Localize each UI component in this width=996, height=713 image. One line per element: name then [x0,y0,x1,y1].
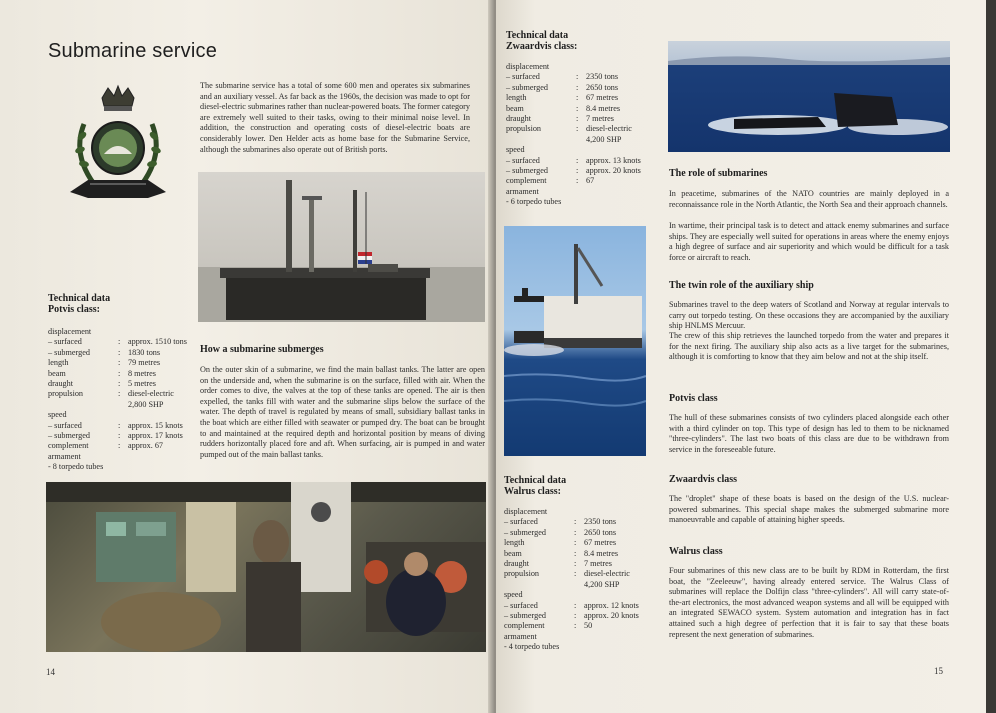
potvis-spec-row [48,327,198,337]
page-number-left: 14 [46,667,55,677]
walrus-spec-row [504,528,664,538]
left-page [0,0,494,713]
walrus-spec-row [504,601,664,611]
spec-value: approx. 20 knots [586,166,641,176]
spec-value: approx. 1510 tons [128,337,187,347]
walrus-spec-row [504,632,664,642]
spec-value: 8.4 metres [584,548,619,558]
spec-colon: : [576,72,579,82]
spec-key: complement [506,176,547,186]
walrus-spec-row [504,621,664,631]
walrus-spec-title-1: Technical data [504,475,567,486]
spec-value: 4,200 SHP [586,134,622,144]
spec-colon: : [574,600,577,610]
walrus-technical-data [504,475,664,653]
spec-key: – submerged [48,431,90,441]
spec-value: approx. 20 knots [584,611,639,621]
spec-colon: : [118,441,121,451]
potvis-technical-data [48,293,198,473]
zwaardvis-spec-row [506,145,666,155]
spec-key: armament [504,631,537,641]
potvis-spec-row [48,462,198,472]
spec-colon: : [118,368,121,378]
zwaardvis-spec-row [506,166,666,176]
zwaardvis-class-heading: Zwaardvis class [669,474,738,485]
walrus-spec-list [504,507,664,653]
zwaardvis-spec-row [506,135,666,145]
spec-colon: : [118,337,121,347]
spec-value: 67 metres [586,93,619,103]
spec-key: – submerged [48,347,90,357]
zwaardvis-spec-title-1: Technical data [506,30,569,41]
potvis-class-paragraph: The hull of these submarines consists of two cylinders placed alongside each other with a third cylinder on top. This type of design has led to them to be nicknamed "three-cylinders". The last two boats of this class are due to be withdrawn from service in the foreseeable future. [669,413,949,454]
spec-key: displacement [48,327,92,336]
zwaardvis-spec-row [506,156,666,166]
zwaardvis-spec-row [506,104,666,114]
intro-paragraph: The submarine service has a total of some 600 men and operates six submarines and an auxiliary vessel. As far back as the 1960s, the decision was made to opt for diesel-electric submarines rather than nuclear-powered boats. The former category are extremely well suited to their tasks, owing to their minimal noise level. In addition, the construction and operating costs of diesel-electric boats are considerably lower. Den Helder acts as home base for the Submarine Service, although the submarines also operate out of British ports. [200,81,470,154]
walrus-spec-title-2: Walrus class: [504,486,561,497]
walrus-spec-row [504,538,664,548]
spec-colon: : [118,347,121,357]
walrus-class-heading: Walrus class [669,546,723,557]
zwaardvis-spec-row [506,187,666,197]
spec-key: draught [48,379,74,389]
spec-colon: : [118,389,121,399]
spec-value: 67 metres [584,538,617,548]
spec-key: - 8 torpedo tubes [48,462,104,472]
spec-colon: : [576,176,579,186]
spec-key: displacement [504,507,548,516]
walrus-spec-row [504,517,664,527]
zwaardvis-technical-data [506,30,666,208]
spec-value: 50 [584,621,593,631]
zwaardvis-spec-list [506,62,666,208]
spec-value: approx. 15 knots [128,420,183,430]
spec-key: – submerged [506,82,548,92]
spec-colon: : [118,420,121,430]
spec-value: diesel-electric [586,124,632,134]
spec-colon: : [576,155,579,165]
spec-colon: : [576,103,579,113]
spec-key: – submerged [504,527,546,537]
walrus-spec-row [504,590,664,600]
potvis-spec-row [48,431,198,441]
spec-colon: : [574,569,577,579]
spec-value: 2350 tons [586,72,619,82]
spec-colon: : [574,538,577,548]
zwaardvis-spec-row [506,93,666,103]
spec-value: 2,800 SHP [128,399,164,409]
spec-value: 2350 tons [584,517,617,527]
potvis-spec-title-2: Potvis class: [48,304,100,315]
spec-key: – submerged [506,166,548,176]
zwaardvis-spec-row [506,83,666,93]
potvis-spec-row [48,421,198,431]
page-title: Submarine service [48,40,218,62]
spec-colon [118,400,128,410]
potvis-spec-title-1: Technical data [48,293,111,304]
walrus-spec-row [504,549,664,559]
spec-key: - 6 torpedo tubes [506,197,562,207]
spec-value: 2650 tons [584,527,617,537]
twin-role-heading: The twin role of the auxiliary ship [669,280,814,291]
walrus-spec-row [504,559,664,569]
spec-key [48,400,118,410]
spec-key: propulsion [506,124,542,134]
spec-value: 8 metres [128,368,156,378]
spec-key: speed [504,590,523,600]
potvis-spec-list [48,327,198,473]
zwaardvis-spec-row [506,124,666,134]
zwaardvis-spec-title-2: Zwaardvis class: [506,41,578,52]
potvis-spec-row [48,379,198,389]
spec-key: propulsion [48,389,84,399]
potvis-spec-row [48,337,198,347]
spec-key: draught [504,559,530,569]
spec-value: 1830 tons [128,347,161,357]
spec-key: armament [48,451,81,461]
spec-key [506,135,576,145]
role-heading: The role of submarines [669,168,768,179]
spec-value: 67 [586,176,595,186]
spec-colon: : [574,559,577,569]
spec-key: length [506,93,527,103]
spec-key: beam [48,368,66,378]
spec-colon: : [576,124,579,134]
zwaardvis-spec-row [506,62,666,72]
spec-key: draught [506,114,532,124]
walrus-spec-row [504,642,664,652]
spec-key: beam [506,103,524,113]
auxiliary-ship-photo [504,226,646,456]
potvis-spec-row [48,348,198,358]
spec-value: 7 metres [586,114,614,124]
zwaardvis-class-paragraph: The "droplet" shape of these boats is based on the design of the U.S. nuclear-powered submarines. This special shape makes the submerged submarine more manoeuvrable and capable of attaining higher speeds. [669,494,949,525]
spec-colon: : [574,517,577,527]
spec-colon: : [576,166,579,176]
control-room-photo [46,482,486,652]
spec-value: approx. 67 [128,441,164,451]
spec-key: – surfaced [504,600,538,610]
spec-key: – surfaced [48,337,82,347]
zwaardvis-spec-row [506,176,666,186]
spec-value: 8.4 metres [586,103,621,113]
submarine-sail-photo [198,172,485,322]
spec-value: 4,200 SHP [584,579,620,589]
submerges-paragraph: On the outer skin of a submarine, we find the main ballast tanks. The latter are open on the underside and, when the submarine is on the surface, filled with air. When the order comes to dive, the valves at the top of these tanks are opened. The air is then expelled, the tanks fill with water and the submarine slips below the surface of the water. The depth of travel is regulated by means of small, subsidiary ballast tanks in the boat which are either filled with seawater or pumped dry. The boat can be brought to and maintained at the required depth and horizontal position by means of diving rudders horizontally placed fore and aft. When surfacing, air is pumped in and water pumped out of the main ballast tanks. [200,365,485,459]
spec-key [504,580,574,590]
spec-key: – surfaced [504,517,538,527]
page-number-right: 15 [934,666,943,676]
spec-colon: : [576,93,579,103]
potvis-spec-row [48,389,198,399]
walrus-spec-row [504,569,664,579]
role-paragraph-1: In peacetime, submarines of the NATO countries are mainly deployed in a reconnaissance role in the North Atlantic, the North Sea and their approach channels. [669,189,949,209]
potvis-spec-row [48,400,198,410]
spec-value: 79 metres [128,358,161,368]
spec-key: displacement [506,62,550,71]
spec-colon: : [576,114,579,124]
spec-key: – surfaced [506,72,540,82]
potvis-spec-row [48,369,198,379]
potvis-spec-row [48,410,198,420]
zwaardvis-spec-row [506,72,666,82]
spec-value: approx. 13 knots [586,155,641,165]
spec-colon: : [576,82,579,92]
submarine-at-sea-photo [668,41,950,152]
spec-colon: : [118,431,121,441]
spec-key: - 4 torpedo tubes [504,642,560,652]
spec-key: complement [48,441,89,451]
submarine-service-emblem [64,84,172,212]
zwaardvis-spec-row [506,197,666,207]
spec-value: approx. 17 knots [128,431,183,441]
walrus-spec-row [504,580,664,590]
spec-colon: : [574,527,577,537]
spec-key: complement [504,621,545,631]
potvis-class-heading: Potvis class [669,393,718,404]
spec-key: – surfaced [48,420,82,430]
potvis-spec-row [48,441,198,451]
spec-key: – submerged [504,611,546,621]
spec-colon: : [574,611,577,621]
spec-colon: : [118,358,121,368]
spec-colon [576,135,586,145]
spec-key: speed [506,145,525,155]
walrus-class-paragraph: Four submarines of this new class are to be built by RDM in Rotterdam, the first boat, the "Zeeleeuw", having already entered service. The Walrus Class of submarines will replace the Dolfijn class "three-cylinders". All will carry state-of-the-art electronics, the most advanced weapon systems and all will be equipped with an integrated SEWACO system. System automation and integration has in fact attained such a high degree of perfection that it is fair to say that these boats represent the next generation of submarines. [669,566,949,639]
spec-key: beam [504,548,522,558]
twin-role-paragraph-1: Submarines travel to the deep waters of Scotland and Norway at regular intervals to carry out torpedo testing. On these occasions they are accompanied by the auxiliary ship HNLMS Mercuur. [669,300,949,331]
spec-value: 7 metres [584,559,612,569]
spec-colon [574,580,584,590]
potvis-spec-row [48,358,198,368]
spec-key: – surfaced [506,155,540,165]
spec-value: diesel-electric [128,389,174,399]
potvis-spec-row [48,452,198,462]
spec-value: approx. 12 knots [584,600,639,610]
walrus-spec-row [504,611,664,621]
twin-role-paragraph-2: The crew of this ship retrieves the launched torpedo from the water and prepares it for the next firing. The auxiliary ship also acts as a live target for the submarines, although it is comforting to know that they aim below and not at the ship itself. [669,331,949,362]
spec-colon: : [574,548,577,558]
spec-value: diesel-electric [584,569,630,579]
spec-key: speed [48,410,67,420]
book-edge [986,0,996,713]
role-paragraph-2: In wartime, their principal task is to detect and attack enemy submarines and surface ships. They are especially well suited for operations in areas where the enemy enjoys a high degree of surface and air superiority and which would be difficult for a task force or aircraft to reach. [669,221,949,262]
right-page [496,0,986,713]
walrus-spec-row [504,507,664,517]
zwaardvis-spec-row [506,114,666,124]
submerges-heading: How a submarine submerges [200,344,324,355]
spec-key: length [504,538,525,548]
spec-key: armament [506,186,539,196]
spec-key: length [48,358,69,368]
spec-value: 5 metres [128,379,156,389]
spec-colon: : [118,379,121,389]
spec-value: 2650 tons [586,82,619,92]
spec-colon: : [574,621,577,631]
spec-key: propulsion [504,569,540,579]
